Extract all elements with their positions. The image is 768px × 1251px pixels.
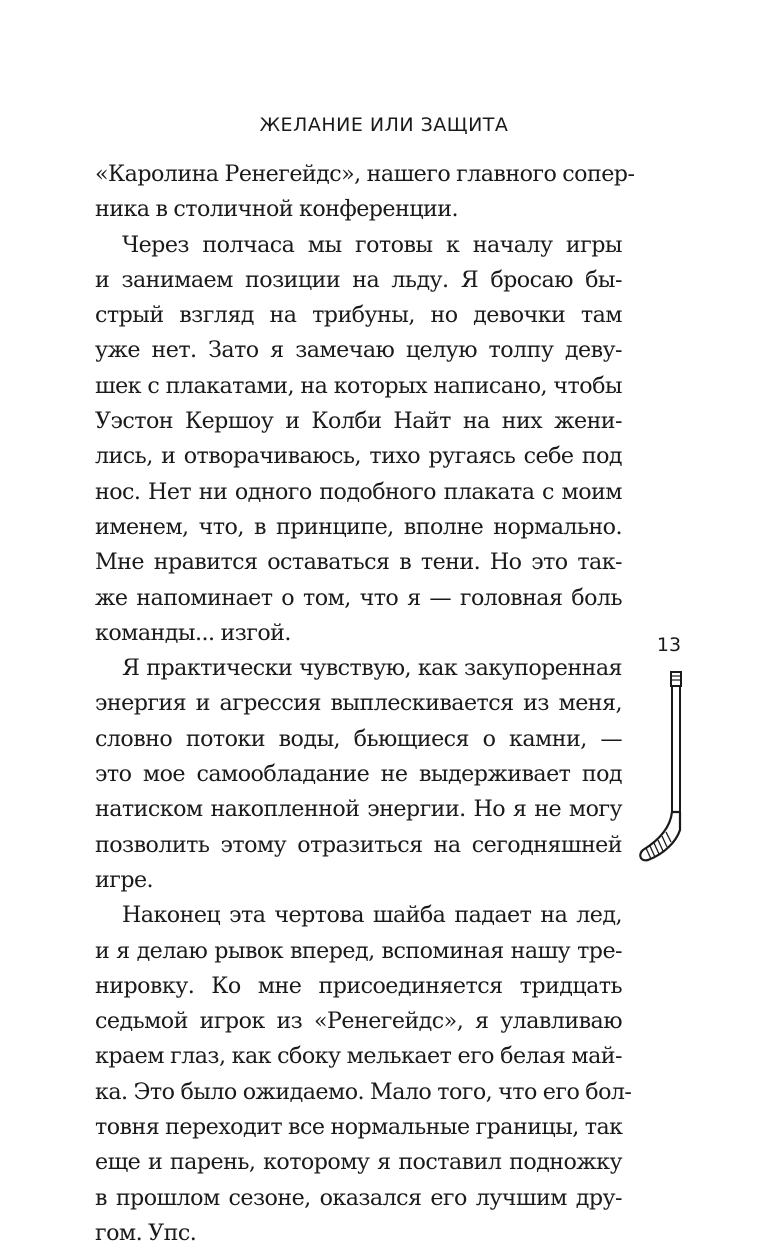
text-line: лись, и отворачиваюсь, тихо ругаясь себе под — [95, 443, 622, 470]
hockey-stick-icon — [636, 670, 692, 870]
text-line: Через полчаса мы готовы к началу игры — [122, 231, 622, 258]
text-line: натиском накопленной энергии. Но я не могу — [95, 796, 622, 823]
text-line: позволить этому отразиться на сегодняшней — [95, 831, 622, 858]
text-line: товня переходит все нормальные границы, так — [95, 1114, 623, 1141]
running-head: ЖЕЛАНИЕ ИЛИ ЗАЩИТА — [259, 114, 509, 136]
text-line: «Каролина Ренегейдс», нашего главного сопер- — [95, 161, 635, 187]
text-line: словно потоки воды, бьющиеся о камни, — — [95, 725, 622, 752]
text-line: именем, что, в принципе, вполне нормально. — [95, 513, 622, 540]
page-number: 13 — [656, 634, 682, 656]
text-line: Я практически чувствую, как закупоренная — [122, 655, 622, 682]
text-line: энергия и агрессия выплескивается из меня, — [95, 690, 622, 717]
text-line: и я делаю рывок вперед, вспоминая нашу тре- — [95, 937, 622, 964]
text-line: в прошлом сезоне, оказался его лучшим дру- — [95, 1184, 622, 1211]
text-line: еще и парень, которому я поставил подножку — [95, 1149, 622, 1176]
text-line: ника в столичной конференции. — [95, 196, 458, 223]
text-line: шек с плакатами, на которых написано, чтобы — [95, 372, 622, 399]
body-text — [95, 157, 635, 1251]
text-line: команды... изгой. — [95, 619, 291, 646]
text-line: уже нет. Зато я замечаю целую толпу деву- — [95, 337, 622, 364]
text-line: и занимаем позиции на льду. Я бросаю бы- — [95, 266, 622, 293]
text-line: гом. Упс. — [95, 1219, 197, 1246]
text-line: краем глаз, как сбоку мелькает его белая май- — [95, 1043, 622, 1070]
text-line: ка. Это было ожидаемо. Мало того, что его бол- — [95, 1078, 632, 1105]
text-line: Наконец эта чертова шайба падает на лед, — [122, 902, 622, 929]
text-line: это мое самообладание не выдерживает под — [95, 761, 622, 788]
text-line: нировку. Ко мне присоединяется тридцать — [95, 972, 622, 999]
text-line: Мне нравится оставаться в тени. Но это так- — [95, 549, 622, 576]
text-line: Уэстон Кершоу и Колби Найт на них жени- — [95, 408, 622, 435]
text-line: игре. — [95, 866, 154, 893]
text-line: же напоминает о том, что я — головная боль — [95, 584, 622, 611]
text-line: нос. Нет ни одного подобного плаката с моим — [95, 478, 622, 505]
text-line: седьмой игрок из «Ренегейдс», я улавливаю — [95, 1008, 622, 1035]
text-line: стрый взгляд на трибуны, но девочки там — [95, 302, 622, 329]
